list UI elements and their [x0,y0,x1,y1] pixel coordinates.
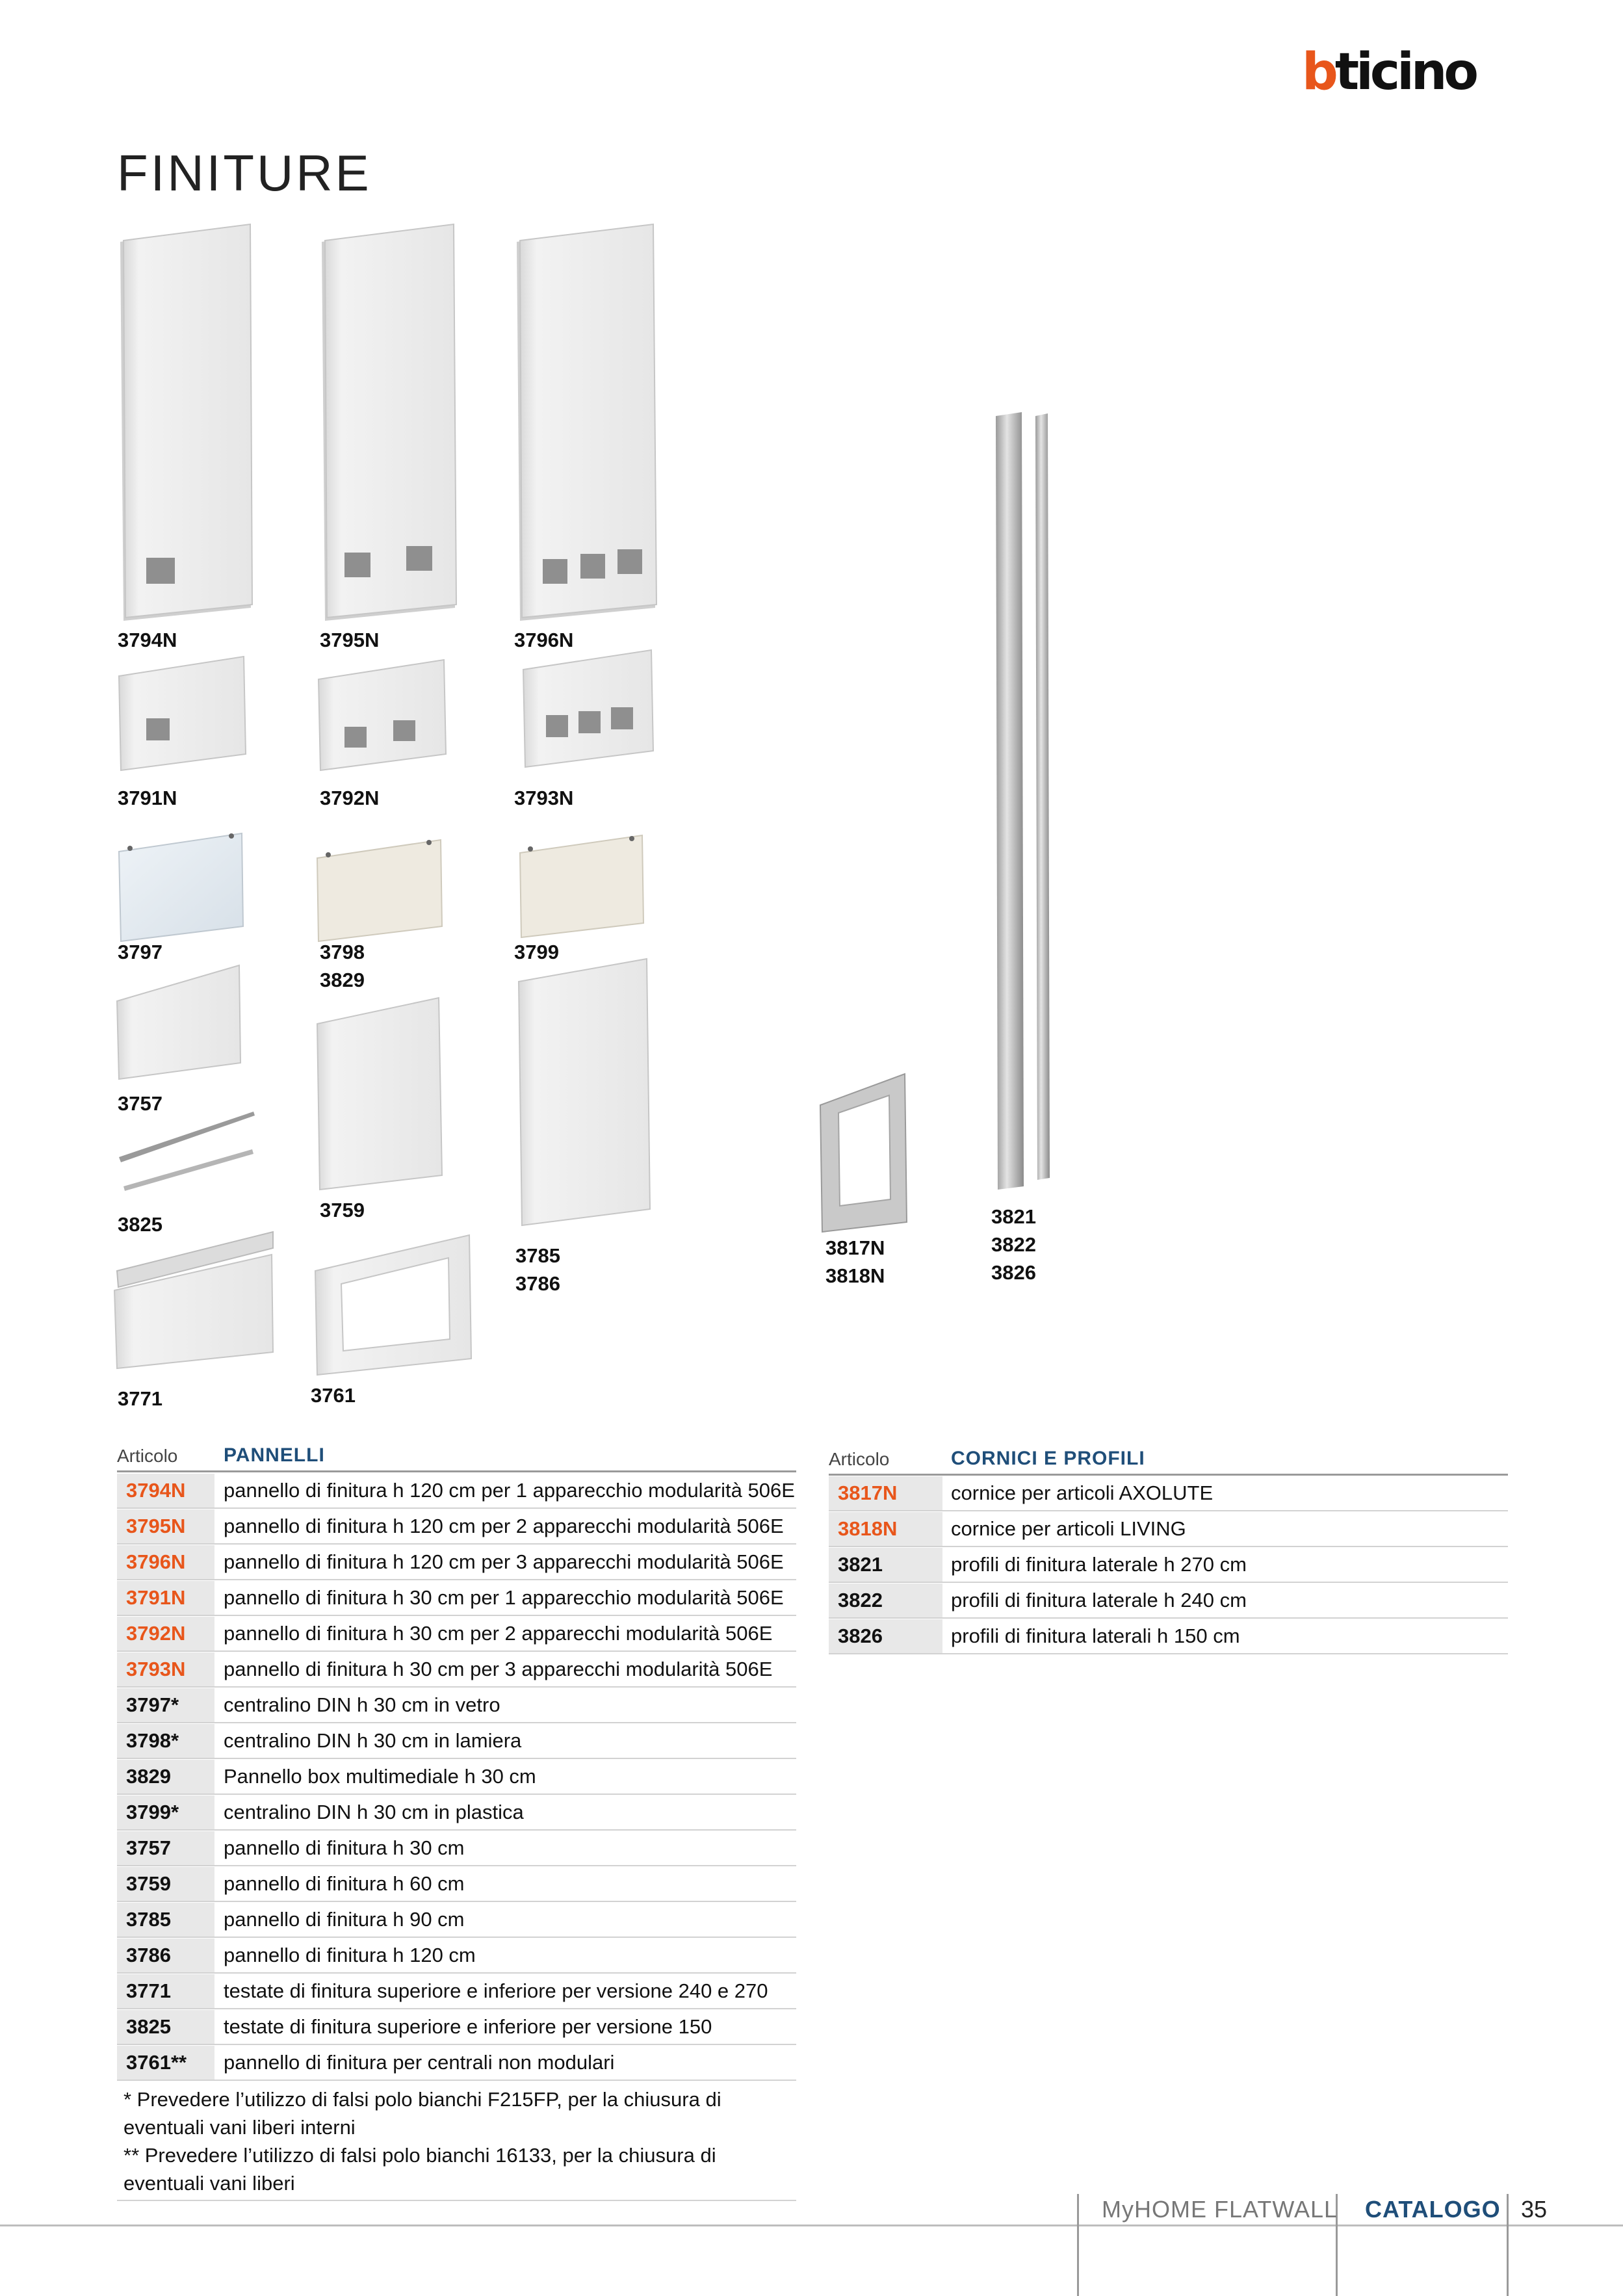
label-3759: 3759 [320,1199,365,1221]
table-row [117,1974,796,2009]
article-code: 3771 [117,1974,214,2008]
article-code: 3821 [829,1548,942,1582]
table-row [829,1512,1508,1547]
centralino-3799-image [520,835,643,937]
logo-accent: b [1302,43,1335,101]
panel-3757-image [117,965,240,1079]
footer-divider [1507,2194,1509,2296]
article-description: pannello di finitura h 90 cm [224,1908,465,1931]
panel-3759-image [317,998,442,1190]
footer-divider [1077,2194,1079,2296]
article-description: pannello di finitura h 30 cm per 1 apparecchio modularità 506E [224,1586,784,1609]
article-description: cornice per articoli AXOLUTE [951,1481,1214,1504]
article-code: 3757 [117,1831,214,1865]
article-code: 3761** [117,2046,214,2080]
label-3799: 3799 [514,941,559,963]
table-row [117,1724,796,1759]
article-code: 3822 [829,1584,942,1617]
label-3792n: 3792N [320,787,380,809]
article-code: 3786 [117,1938,214,1972]
frame-3817n-image [820,1074,907,1232]
table-row [117,1545,796,1580]
table-row [117,1903,796,1938]
article-code: 3797* [117,1688,214,1722]
table-row [117,1509,796,1545]
label-3825: 3825 [118,1213,162,1236]
centralino-3797-image [119,833,243,941]
article-description: pannello di finitura h 120 cm [224,1944,476,1966]
label-3821: 3821 3822 3826 [991,1205,1036,1284]
table-row [117,2010,796,2045]
article-description: pannello di finitura h 120 cm per 2 apparecchi modularità 506E [224,1515,784,1537]
table-row [117,1474,796,1509]
table-row [117,1688,796,1723]
table-row [117,1760,796,1795]
logo-wordmark: ticino [1334,43,1475,101]
article-description: testate di finitura superiore e inferiore per versione 150 [224,2015,712,2038]
centralino-3798-image [317,840,442,941]
profiles-3821-image [996,412,1050,1190]
article-description: centralino DIN h 30 cm in lamiera [224,1729,522,1752]
table-row [829,1619,1508,1654]
col-articolo-label: Articolo [117,1446,178,1466]
article-code: 3794N [117,1474,214,1507]
article-code: 3818N [829,1512,942,1546]
page-title: FINITURE [117,144,372,202]
article-code: 3829 [117,1760,214,1794]
label-3817n: 3817N 3818N [825,1236,885,1287]
article-code: 3759 [117,1867,214,1901]
article-description: profili di finitura laterale h 240 cm [951,1589,1247,1611]
cornici-table-header [829,1444,1508,1476]
page-number: 35 [1521,2196,1548,2223]
footnote: ** Prevedere l’utilizzo di falsi polo bianchi 16133, per la chiusura di eventuali vani liberi [123,2144,716,2195]
article-code: 3796N [117,1545,214,1579]
article-code: 3799* [117,1795,214,1829]
label-3761: 3761 [311,1384,356,1407]
article-description: pannello di finitura h 60 cm [224,1872,465,1895]
table-row [117,1617,796,1652]
panel-3785-image [519,959,650,1225]
footnote: * Prevedere l’utilizzo di falsi polo bianchi F215FP, per la chiusura di eventuali vani liberi interni [123,2088,721,2139]
article-code: 3798* [117,1724,214,1758]
article-code: 3785 [117,1903,214,1937]
label-3791n: 3791N [118,787,177,809]
article-description: pannello di finitura h 120 cm per 1 apparecchio modularità 506E [224,1479,795,1502]
article-code: 3793N [117,1652,214,1686]
label-3757: 3757 [118,1092,162,1115]
article-description: Pannello box multimediale h 30 cm [224,1765,536,1788]
table-row [829,1548,1508,1583]
footer-section: CATALOGO [1365,2196,1501,2223]
article-description: profili di finitura laterali h 150 cm [951,1624,1240,1647]
pannelli-table-header [117,1441,796,1472]
article-code: 3825 [117,2010,214,2044]
pannelli-title: PANNELLI [224,1444,325,1466]
panel-3792n-image [318,660,446,770]
table-row [117,1867,796,1902]
label-3797: 3797 [118,941,162,963]
article-description: pannello di finitura h 30 cm per 2 apparecchi modularità 506E [224,1622,773,1645]
article-description: centralino DIN h 30 cm in vetro [224,1693,500,1716]
article-code: 3792N [117,1617,214,1650]
label-3771: 3771 [118,1387,162,1410]
article-description: cornice per articoli LIVING [951,1517,1186,1540]
table-row [829,1476,1508,1511]
table-row [117,1652,796,1688]
article-description: testate di finitura superiore e inferiore per versione 240 e 270 [224,1979,768,2002]
article-description: pannello di finitura per centrali non modulari [224,2051,615,2074]
panel-3791n-image [119,657,246,770]
table-row [117,2046,796,2081]
panel-3796n-image [517,224,656,621]
label-3798: 3798 3829 [320,941,365,991]
article-description: pannello di finitura h 30 cm [224,1836,465,1859]
cornici-table [829,1444,1508,1658]
panel-3794n-image [120,224,252,621]
article-code: 3826 [829,1619,942,1653]
article-description: centralino DIN h 30 cm in plastica [224,1801,524,1823]
cornici-title: CORNICI E PROFILI [951,1448,1145,1469]
article-code: 3795N [117,1509,214,1543]
footer-rule [0,2224,1623,2226]
testate-3771-image [114,1232,273,1368]
label-3795n: 3795N [320,629,380,651]
pannelli-table [117,1441,796,2208]
label-3796n: 3796N [514,629,574,651]
article-code: 3817N [829,1476,942,1510]
panel-3793n-image [523,650,653,767]
panel-3795n-image [322,224,456,621]
article-description: pannello di finitura h 30 cm per 3 apparecchi modularità 506E [224,1658,773,1680]
bars-3825-image [119,1112,255,1191]
table-row [117,1831,796,1866]
table-footnotes [117,2081,796,2201]
article-description: profili di finitura laterale h 270 cm [951,1553,1247,1576]
footer-brand: MyHOME FLATWALL [1102,2196,1338,2223]
label-3794n: 3794N [118,629,177,651]
article-description: pannello di finitura h 120 cm per 3 apparecchi modularità 506E [224,1550,784,1573]
table-row [117,1581,796,1616]
table-row [117,1938,796,1974]
frame-3761-image [315,1235,471,1375]
table-row [829,1584,1508,1619]
article-code: 3791N [117,1581,214,1615]
col-articolo-label: Articolo [829,1449,890,1469]
label-3785: 3785 3786 [515,1244,560,1295]
label-3793n: 3793N [514,787,574,809]
table-row [117,1795,796,1831]
